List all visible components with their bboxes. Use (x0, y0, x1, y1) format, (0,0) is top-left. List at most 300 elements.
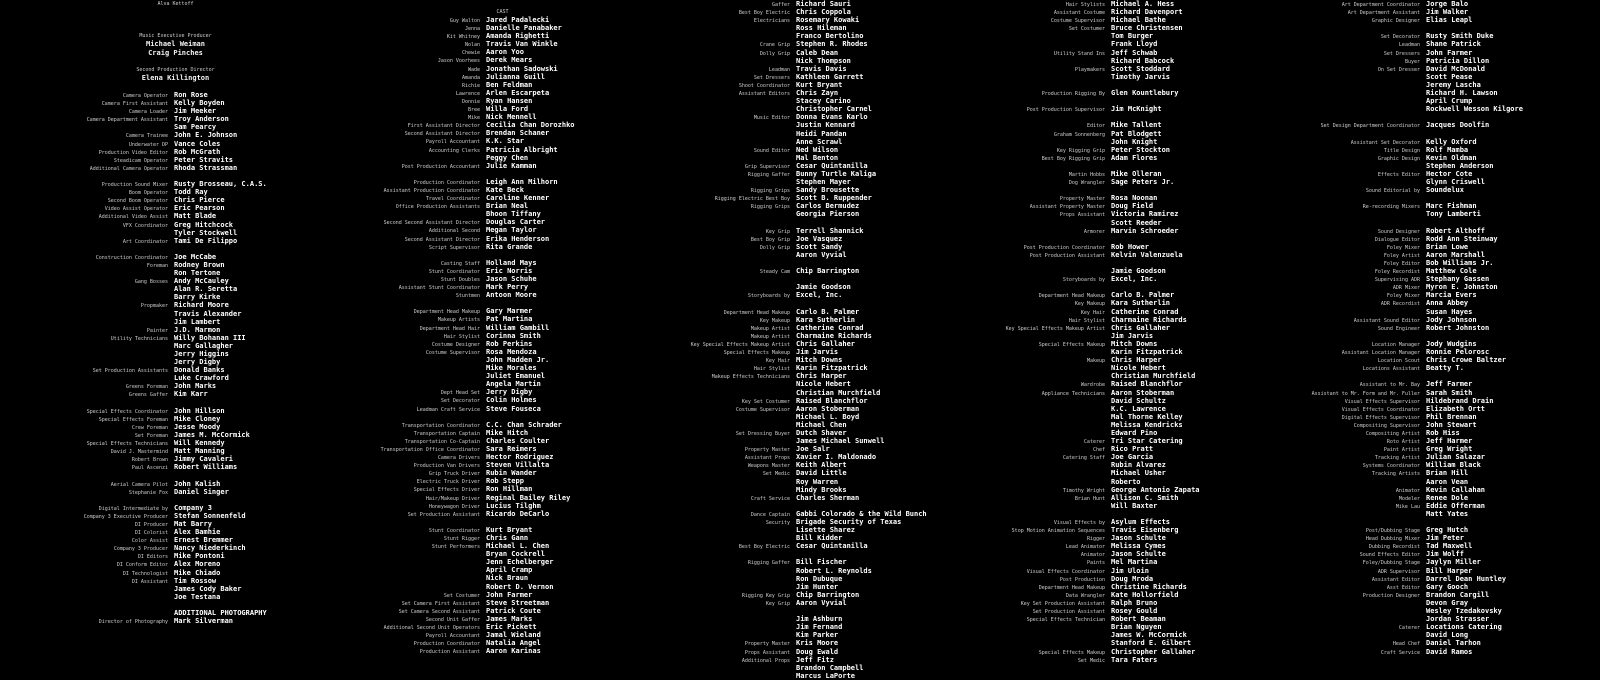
credit-name: Tri Star Catering (1111, 437, 1183, 446)
credit-role: Best Boy Electric (738, 10, 790, 17)
credit-row (1270, 267, 1585, 275)
credit-row (640, 558, 955, 566)
credit-role: DI Assistant (131, 578, 168, 585)
credit-row (18, 277, 333, 285)
credit-role: Greens Foreman (125, 384, 168, 391)
credit-role: Key Grip (765, 228, 790, 235)
credit-role: Costume Designer (431, 341, 480, 348)
credit-name: John Farmer (1426, 48, 1473, 57)
credit-row (330, 623, 645, 631)
credit-row (640, 332, 955, 340)
credit-name: Chris Pierce (174, 196, 225, 205)
credit-role: Jason Voorhees (437, 58, 480, 65)
credit-role: Leadman (1398, 42, 1420, 49)
credit-row (330, 56, 645, 64)
credit-row (1270, 154, 1585, 162)
credit-role: Dolly Grip (759, 244, 790, 251)
credit-row (330, 631, 645, 639)
credit-name: Jason Schulte (1111, 534, 1166, 543)
credit-role: Locations Assistant (1362, 366, 1420, 373)
credit-row (1270, 24, 1585, 32)
credit-name: Willa Ford (486, 105, 529, 114)
credit-role: Nolan (464, 42, 480, 49)
credit-role: ADR Supervisor (1377, 568, 1420, 575)
credit-role: Travel Coordinator (425, 196, 480, 203)
credit-role: Honeywagon Driver (428, 503, 480, 510)
credit-row (640, 429, 955, 437)
credit-role: Visual Effects Coordinator (1341, 406, 1420, 413)
credit-row (18, 407, 333, 415)
credit-row (640, 575, 955, 583)
credit-name: Rhoda Strassman (174, 163, 238, 172)
credit-row (640, 194, 955, 202)
credit-role: Systems Coordinator (1362, 463, 1420, 470)
credit-role: Gang Bosses (134, 279, 168, 286)
credit-name: Eddie Offerman (1426, 501, 1486, 510)
credit-row (955, 639, 1270, 647)
credit-name: Leigh Ann Milhorn (486, 177, 558, 186)
credit-row (330, 89, 645, 97)
credit-row (1270, 57, 1585, 65)
credit-row (955, 550, 1270, 558)
credit-row (18, 480, 333, 488)
credit-role: Construction Coordinator (95, 254, 168, 261)
credit-name: Robert Williams (174, 463, 238, 472)
credit-row (18, 552, 333, 560)
credit-name: Kate Beck (486, 185, 524, 194)
credit-row (18, 180, 333, 188)
credit-row (18, 358, 333, 366)
credit-name: Jeff Harmer (1426, 437, 1473, 446)
credit-name: Stephen Anderson (1426, 161, 1494, 170)
credit-name: Jaylyn Miller (1426, 558, 1481, 567)
credit-row (330, 615, 645, 623)
credit-role: Camera Drivers (437, 455, 480, 462)
credit-row (640, 308, 955, 316)
credit-row (640, 219, 955, 227)
credit-row (640, 138, 955, 146)
credit-role: Mike Lau (1395, 503, 1420, 510)
credit-role: Art Department Assistant (1347, 10, 1420, 17)
credit-name: Rodney Brown (174, 260, 225, 269)
credit-row (955, 316, 1270, 324)
credit-name: Rodd Ann Steinway (1426, 234, 1498, 243)
credit-role: Foley Artist (1383, 252, 1420, 259)
credit-name: Lisette Sharez (796, 526, 856, 535)
credit-role: Set Costumer (443, 592, 480, 599)
credit-role: DI Conform Editor (116, 562, 168, 569)
credit-role: VFX Coordinator (122, 222, 168, 229)
credit-row (1270, 639, 1585, 647)
credit-name: Jerry Digby (174, 358, 221, 367)
credit-row (1270, 40, 1585, 48)
credit-role: Martin Hobbs (1068, 171, 1105, 178)
credit-name: Edward Pino (1111, 428, 1158, 437)
credit-name: Asylum Effects (1111, 518, 1171, 526)
credit-row (640, 639, 955, 647)
credit-row (18, 310, 333, 318)
credit-name: Carlo B. Palmer (1111, 291, 1175, 300)
credit-name: Karin Fitzpatrick (1111, 348, 1183, 357)
credit-role: Digital Effects Supervisor (1341, 414, 1420, 421)
credit-name: David Little (796, 469, 847, 478)
credit-row (955, 178, 1270, 186)
credit-role: Additional Props (741, 657, 790, 664)
credit-row (955, 494, 1270, 502)
credit-role: Production Coordinator (413, 641, 480, 648)
credit-name: Mike Cloney (174, 414, 221, 423)
credit-role: Set Medic (762, 471, 790, 478)
credit-name: Will Kennedy (174, 439, 225, 448)
credit-name: Heidi Pandan (796, 129, 847, 138)
credit-name: James Marks (486, 614, 533, 623)
credit-row (330, 469, 645, 477)
credit-role: Tracking Artist (1374, 455, 1420, 462)
credit-role: Accounting Clerks (428, 147, 480, 154)
credit-row (330, 218, 645, 226)
credit-row (330, 332, 645, 340)
credit-name: Chip Barrington (796, 267, 860, 276)
credit-name: Travis Davis (796, 64, 847, 73)
credit-row (330, 235, 645, 243)
credit-role: Head Chef (1392, 641, 1420, 648)
credit-name: Jim Jarvis (1111, 331, 1154, 340)
credit-name: Alex Bamhie (174, 528, 221, 537)
credit-row (1270, 567, 1585, 575)
credit-name: Hector Rodriguez (486, 453, 554, 462)
credit-name: Ryan Hansen (486, 96, 533, 105)
top-credit: Alva Kettoff (157, 1, 194, 7)
credit-name: Sandy Brousette (796, 186, 860, 195)
credit-name: Craig Pinches (148, 49, 203, 57)
cast-heading: CAST (496, 9, 509, 15)
credit-row (955, 615, 1270, 623)
credit-role: Hair Stylist (753, 366, 790, 373)
credit-name: Marc Fishman (1426, 202, 1477, 211)
credit-row (640, 615, 955, 623)
credit-name: Bruce Christensen (1111, 24, 1183, 33)
credit-name: Jesse Moody (174, 422, 221, 431)
credit-role: ADR Mixer (1392, 285, 1420, 292)
credit-role: Animator (1080, 552, 1105, 559)
credit-role: Transportation Captain (413, 430, 480, 437)
credit-name: David Long (1426, 631, 1469, 640)
credit-row (955, 648, 1270, 656)
credit-name: Matt Manning (174, 447, 225, 456)
credit-name: Greg Hitchcock (174, 220, 234, 229)
credit-role: Grip Supervisor (744, 163, 790, 170)
credit-row (955, 437, 1270, 445)
credit-list (1270, 0, 1585, 656)
credit-name: Jim Hunter (796, 582, 839, 591)
credit-name: Sara Reimers (486, 444, 537, 453)
credit-name: Reginal Bailey Riley (486, 493, 571, 502)
credit-row (955, 308, 1270, 316)
credit-role: Color Assist (131, 538, 168, 545)
credit-row (18, 221, 333, 229)
credit-row (640, 275, 955, 283)
credit-role: Department Head Makeup (1038, 293, 1105, 300)
credit-name: Kurt Bryant (796, 80, 843, 89)
credit-row (955, 591, 1270, 599)
credit-row (955, 24, 1270, 32)
credit-role: Second Second Assistant Director (383, 220, 480, 227)
credit-name: Steve Fouseca (486, 404, 541, 413)
credit-row (18, 229, 333, 237)
credit-row (955, 332, 1270, 340)
credit-name: Dutch Shaver (796, 428, 847, 437)
credit-name: Julie Kamman (486, 161, 537, 170)
credit-row (330, 477, 645, 485)
credit-row (640, 397, 955, 405)
credit-name: John Farmer (486, 590, 533, 599)
credits-column-5 (1270, 0, 1585, 660)
credit-role: Propmaker (140, 303, 168, 310)
credit-name: Colin Holmes (486, 396, 537, 405)
credit-name: Mark Silverman (174, 617, 234, 626)
credit-name: Jamal Wieland (486, 631, 541, 640)
credit-role: Best Boy Grip (750, 236, 790, 243)
credit-name: Sage Peters Jr. (1111, 178, 1175, 187)
credit-name: Nick Thompson (796, 56, 851, 65)
credit-role: Underwater DP (128, 141, 168, 148)
credit-name: John Kalish (174, 479, 221, 488)
credit-name: Alan R. Seretta (174, 285, 238, 294)
credit-row (18, 140, 333, 148)
credit-name: Aaron Marshall (1426, 250, 1486, 259)
credit-name: Jim Jarvis (796, 348, 839, 357)
credit-name: Stephany Gassen (1426, 275, 1490, 284)
credit-row (640, 49, 955, 57)
credit-role: Set Dressers (753, 74, 790, 81)
credit-row (640, 340, 955, 348)
credit-role: Dept Head Set (440, 390, 480, 397)
credit-name: Rusty Smith Duke (1426, 32, 1494, 41)
credit-name: Daniel Tarhon (1426, 639, 1481, 648)
credit-name: Kevin Oldman (1426, 153, 1477, 162)
credit-row (640, 453, 955, 461)
credit-name: Jim Lambert (174, 317, 221, 326)
credit-row (330, 170, 645, 178)
credit-row (330, 340, 645, 348)
credit-role: Modeler (1398, 495, 1420, 502)
credit-name: Allison C. Smith (1111, 493, 1179, 502)
credit-row (1270, 283, 1585, 291)
credit-name: Kelvin Valenzuela (1111, 250, 1183, 259)
credit-row (1270, 453, 1585, 461)
credit-role: Director of Photography (98, 619, 168, 626)
credit-name: Marc Gallagher (174, 341, 234, 350)
credit-row (640, 510, 955, 518)
credit-name: Devon Gray (1426, 598, 1469, 607)
credit-row (18, 293, 333, 301)
credit-row (1270, 413, 1585, 421)
credit-role: Bree (467, 107, 480, 114)
credit-role: Richie (461, 82, 480, 89)
credit-role: Appliance Technicians (1041, 390, 1105, 397)
credit-row (955, 397, 1270, 405)
credit-row (955, 364, 1270, 372)
credit-name: Ricardo DeCarlo (486, 509, 550, 518)
credit-row (640, 599, 955, 607)
credit-role: Data Wrangler (1065, 592, 1105, 599)
credit-role: Transportation Co-Captain (404, 438, 480, 445)
credit-name: Brian Neal (486, 202, 529, 211)
credit-row (18, 269, 333, 277)
credit-name: Chris Gallaher (1111, 323, 1171, 332)
credit-row (955, 138, 1270, 146)
credit-role: Special Effects Coordinator (86, 408, 168, 415)
credit-role: Assistant Editors (738, 91, 790, 98)
credit-row (955, 575, 1270, 583)
credit-row (18, 334, 333, 342)
credit-name: Ben Feldman (486, 80, 533, 89)
credit-role: Foreman (146, 262, 168, 269)
credit-row (330, 299, 645, 307)
credit-row (955, 599, 1270, 607)
credit-title: Music Executive Producer (139, 33, 212, 39)
credit-role: Donnie (461, 98, 480, 105)
credit-name: Bob Williams Jr. (1426, 259, 1494, 267)
credit-name: Greg Wright (1426, 445, 1473, 454)
credit-name: Scott B. Ruppender (796, 194, 872, 203)
credit-name: Tom Burger (1111, 32, 1154, 41)
credit-name: Elena Killington (141, 74, 210, 82)
credit-role: Lead Animator (1065, 544, 1105, 551)
credit-row (640, 89, 955, 97)
credit-role: Hair Stylist (1068, 317, 1105, 324)
credit-row (955, 567, 1270, 575)
credit-name: Peggy Chen (486, 153, 529, 162)
credit-row (330, 388, 645, 396)
credit-name: Aaron Stoberman (796, 404, 860, 413)
credit-role: Special Effects Makeup (1038, 649, 1105, 656)
credit-row (955, 105, 1270, 113)
credit-role: Rigger (1086, 536, 1105, 543)
credit-row (330, 210, 645, 218)
credit-row (955, 461, 1270, 469)
credit-row (955, 283, 1270, 291)
credit-name: Rockwell Wesson Kilgore (1426, 105, 1523, 114)
credit-row (330, 429, 645, 437)
credit-row (18, 544, 333, 552)
credit-row (955, 389, 1270, 397)
credit-row (18, 423, 333, 431)
credit-name: Renee Dole (1426, 493, 1469, 502)
credit-name: Kim Parker (796, 631, 839, 640)
credit-name: Franco Bertolino (796, 32, 864, 41)
credit-role: Buyer (1404, 58, 1420, 65)
credit-role: Special Effects Driver (413, 487, 480, 494)
credit-name: Jimmy Cavaleri (174, 455, 234, 464)
credit-name: Scott Reeder (1111, 218, 1162, 227)
credit-row (955, 146, 1270, 154)
credit-row (1270, 291, 1585, 299)
credit-role: Rigging Grips (750, 188, 790, 195)
credit-name: Roy Warren (796, 477, 839, 486)
credit-role: Stunt Performers (431, 544, 480, 551)
credit-row (955, 558, 1270, 566)
credit-row (330, 372, 645, 380)
credit-role: Department Head Makeup (723, 309, 790, 316)
credit-row (18, 99, 333, 107)
credit-name: John Stewart (1426, 420, 1477, 429)
credit-name: John Marks (174, 382, 217, 391)
credit-name: Raised Blanchflor (796, 396, 868, 405)
credit-name: Robert Johnston (1426, 323, 1490, 332)
credit-row (640, 461, 955, 469)
credit-row (18, 382, 333, 390)
credit-name: Mike Pontoni (174, 552, 225, 561)
credit-row (1270, 494, 1585, 502)
credit-name: Brian Nguyen (1111, 623, 1162, 632)
credit-role: Compositing Supervisor (1353, 422, 1420, 429)
credit-name: Karin Fitzpatrick (796, 364, 868, 373)
credit-name: J.D. Marmon (174, 325, 221, 334)
credit-row (955, 219, 1270, 227)
credit-name: Jason Schulte (1111, 550, 1166, 559)
credit-name: Travis Eisenberg (1111, 526, 1179, 535)
credit-row (955, 380, 1270, 388)
credit-name: Julianna Guill (486, 72, 546, 81)
credit-row (640, 494, 955, 502)
credit-row (640, 672, 955, 680)
credit-row (330, 324, 645, 332)
credit-row (955, 542, 1270, 550)
credit-row (955, 656, 1270, 664)
credit-row (955, 405, 1270, 413)
credit-name: Bunny Turtle Kaliga (796, 169, 877, 178)
credit-row (640, 299, 955, 307)
credit-role: Animator (1395, 487, 1420, 494)
credit-row (1270, 599, 1585, 607)
credit-row (330, 348, 645, 356)
credit-row (330, 315, 645, 323)
credit-role: Makeup Artist (750, 325, 790, 332)
credit-role: Set Camera Second Assistant (398, 608, 480, 615)
credit-row (330, 283, 645, 291)
credit-name: Jerry Higgins (174, 350, 229, 358)
credit-name: Kurt Bryant (486, 525, 533, 534)
credit-role: Makeup Effects Technicians (711, 374, 790, 381)
credit-row (955, 534, 1270, 542)
credit-name: Barry Kirke (174, 293, 221, 302)
credit-row (1270, 648, 1585, 656)
credit-name: Juliet Emanuel (486, 372, 546, 381)
credit-row (18, 374, 333, 382)
credit-name: Danielle Panabaker (486, 24, 562, 33)
credit-role: Production Assistant (419, 649, 480, 656)
credit-role: Catering Staff (1062, 455, 1105, 462)
credit-row (640, 502, 955, 510)
credit-name: Caleb Dean (796, 48, 839, 57)
credit-name: Doug Ewald (796, 647, 839, 656)
credit-name: Rita Grande (486, 242, 533, 251)
credit-row (330, 599, 645, 607)
credit-name: Michael Chen (796, 420, 847, 429)
credit-name: Christopher Gallaher (1111, 647, 1196, 656)
credit-row (1270, 219, 1585, 227)
credit-row (640, 113, 955, 121)
credit-row (1270, 89, 1585, 97)
credit-name: Jeff Schwab (1111, 48, 1158, 57)
credit-row (330, 16, 645, 24)
credit-name: Eric Pickett (486, 623, 537, 632)
credits-column-2 (330, 0, 645, 660)
credit-name: Jody Johnson (1426, 315, 1477, 324)
credit-name: Jim Fernand (796, 623, 843, 632)
credit-row (330, 639, 645, 647)
